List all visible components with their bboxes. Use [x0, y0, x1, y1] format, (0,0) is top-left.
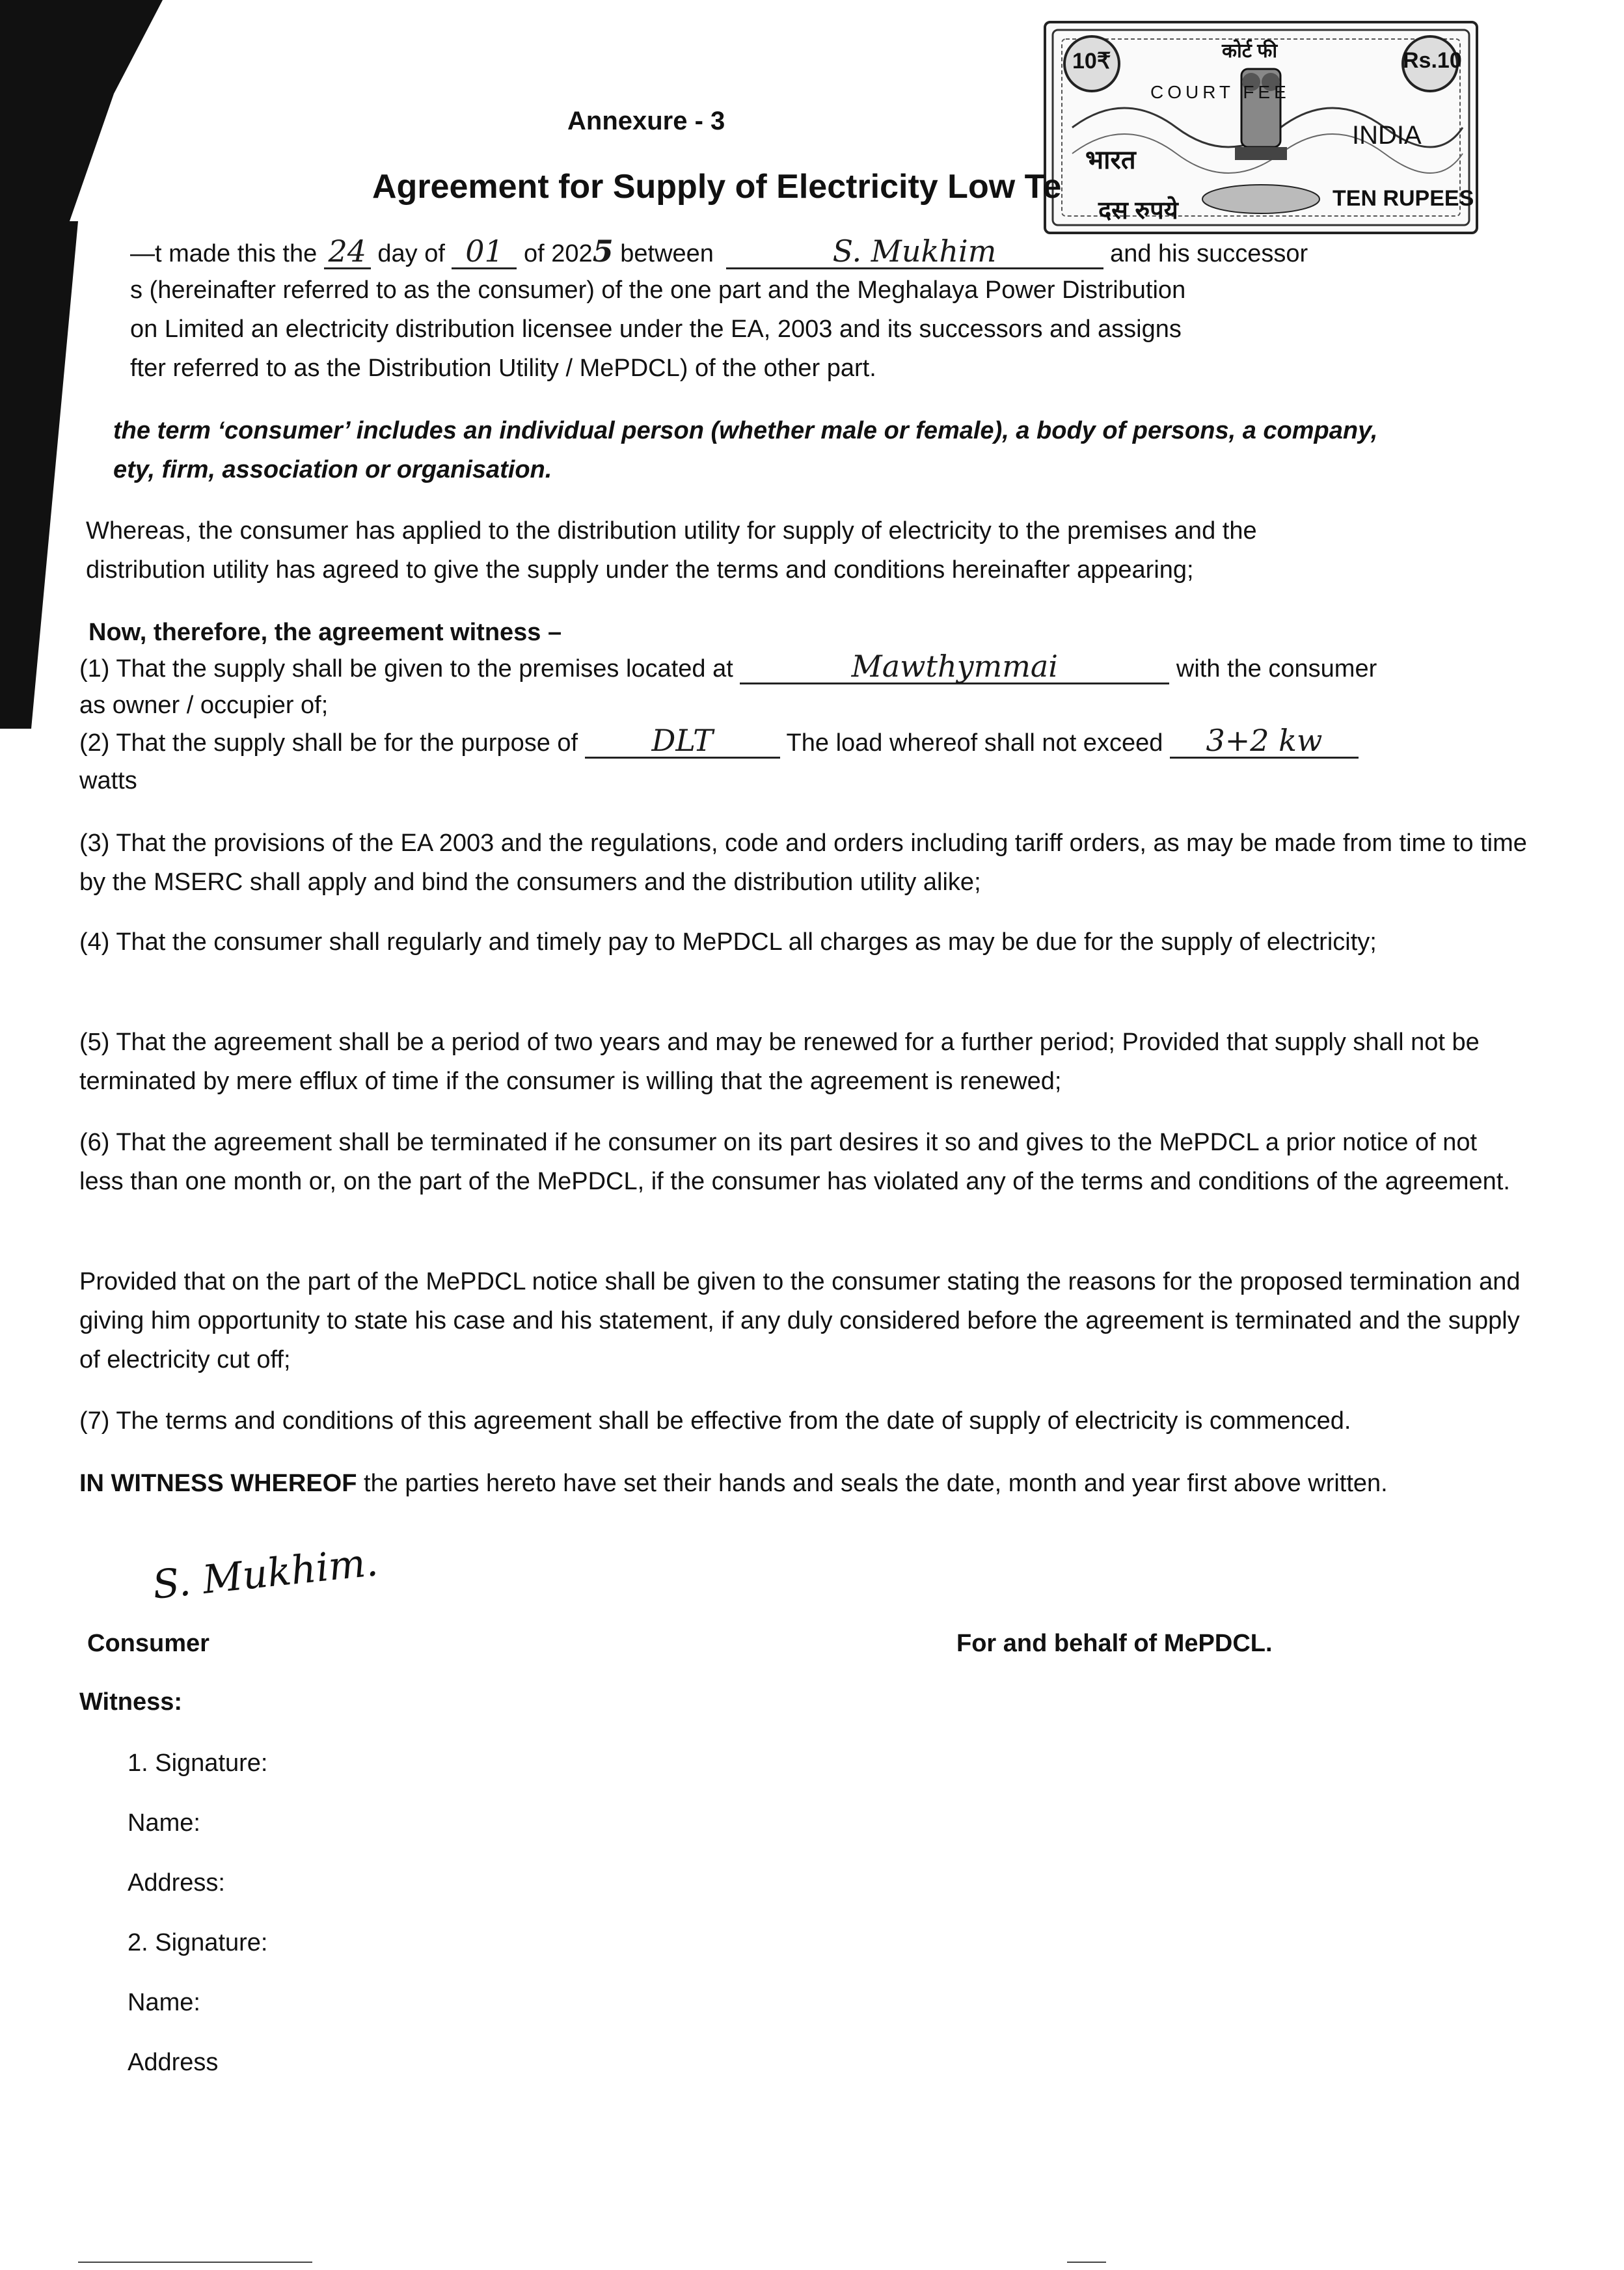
witness-2-signature: 2. Signature:: [128, 1929, 268, 1956]
footer-scan-mark: [1067, 2262, 1106, 2263]
clause-2-line-2: watts: [79, 767, 137, 794]
witness-1-address: Address:: [128, 1869, 225, 1897]
scan-shadow-left: [0, 0, 163, 234]
party-name-field: S. Mukhim: [726, 235, 1103, 269]
mepdcl-label: For and behalf of MePDCL.: [956, 1630, 1273, 1657]
whereas-line-2: distribution utility has agreed to give the supply under the terms and conditions hereinafter appearing;: [86, 556, 1194, 584]
stamp-denomination-hi: दस रुपये: [1098, 197, 1178, 224]
stamp-value-right: Rs.10: [1403, 48, 1462, 73]
month-field: 01: [452, 235, 517, 269]
stamp-country-hi: भारत: [1085, 146, 1136, 174]
consumer-label: Consumer: [87, 1630, 210, 1657]
agreement-title: Agreement for Supply of Electricity Low Te: [372, 168, 1062, 206]
stamp-country-en: INDIA: [1352, 121, 1422, 150]
day-field: 24: [324, 235, 371, 269]
load-field: 3+2 kw: [1170, 724, 1359, 759]
year-digit: 5: [592, 234, 614, 269]
witness-1-name: Name:: [128, 1809, 200, 1837]
note-line-1: the term ‘consumer’ includes an individual person (whether male or female), a body of persons, a company,: [113, 417, 1378, 444]
clause-3: (3) That the provisions of the EA 2003 and the regulations, code and orders including tariff orders, as may be made from time to time by the MSERC shall apply and bind the consumers and the distribution utility alike;: [79, 830, 1527, 896]
clause-5: (5) That the agreement shall be a period of two years and may be renewed for a further period; Provided that supply shall not be terminated by mere efflux of time if the consumer is willing that the agreement is renewed;: [79, 1029, 1480, 1095]
premises-location-field: Mawthymmai: [740, 650, 1169, 684]
stamp-hindi-court: कोर्ट फी: [1222, 40, 1278, 62]
clause-2-line-1: (2) That the supply shall be for the purpose of DLT The load whereof shall not exceed 3+2 kw: [79, 723, 1359, 763]
scan-shadow-left-lower: [0, 221, 78, 729]
footer-scan-line: [78, 2262, 312, 2263]
consumer-signature: S. Mukhim.: [150, 1539, 381, 1608]
clause-1-line-2: as owner / occupier of;: [79, 692, 329, 719]
opening-line-3: on Limited an electricity distribution licensee under the EA, 2003 and its successors and assigns: [130, 316, 1182, 343]
purpose-field: DLT: [585, 724, 780, 759]
clause-1-line-1: (1) That the supply shall be given to the premises located at Mawthymmai with the consumer: [79, 649, 1377, 684]
stamp-denomination-en: TEN RUPEES: [1333, 186, 1474, 211]
witness-heading: Now, therefore, the agreement witness –: [88, 619, 562, 646]
whereas-line-1: Whereas, the consumer has applied to the distribution utility for supply of electricity to the premises and the: [86, 517, 1257, 545]
clause-4: (4) That the consumer shall regularly and timely pay to MePDCL all charges as may be due for the supply of electricity;: [79, 928, 1377, 956]
clause-7: (7) The terms and conditions of this agreement shall be effective from the date of supply of electricity is commenced.: [79, 1407, 1351, 1435]
witness-2-address: Address: [128, 2049, 219, 2076]
opening-line-4: fter referred to as the Distribution Utility / MePDCL) of the other part.: [130, 355, 876, 382]
annexure-label: Annexure - 3: [567, 107, 725, 135]
stamp-value-left: 10₹: [1072, 49, 1111, 74]
proviso: Provided that on the part of the MePDCL notice shall be given to the consumer stating the reasons for the proposed termination and giving him opportunity to state his case and his statement, if any duly considered before the agreement is terminated and the supply of electricity cut off;: [79, 1268, 1521, 1373]
clause-6: (6) That the agreement shall be terminated if he consumer on its part desires it so and gives to the MePDCL a prior notice of not less than one month or, on the part of the MePDCL, if the consumer has violated any of the terms and conditions of the agreement.: [79, 1129, 1510, 1195]
opening-line-2: s (hereinafter referred to as the consumer) of the one part and the Meghalaya Power Distribution: [130, 277, 1186, 304]
witness-2-name: Name:: [128, 1989, 200, 2016]
witness-1-signature: 1. Signature:: [128, 1750, 268, 1777]
note-line-2: ety, firm, association or organisation.: [113, 456, 552, 483]
witness-label: Witness:: [79, 1688, 183, 1716]
in-witness-whereof: IN WITNESS WHEREOF the parties hereto have set their hands and seals the date, month and year first above written.: [79, 1470, 1388, 1497]
opening-line-1: —t made this the 24 day of 01 of 2025 between S. Mukhim and his successor: [130, 234, 1308, 269]
stamp-court-fee: COURT FEE: [1150, 82, 1290, 102]
court-fee-stamp: [1044, 21, 1478, 234]
